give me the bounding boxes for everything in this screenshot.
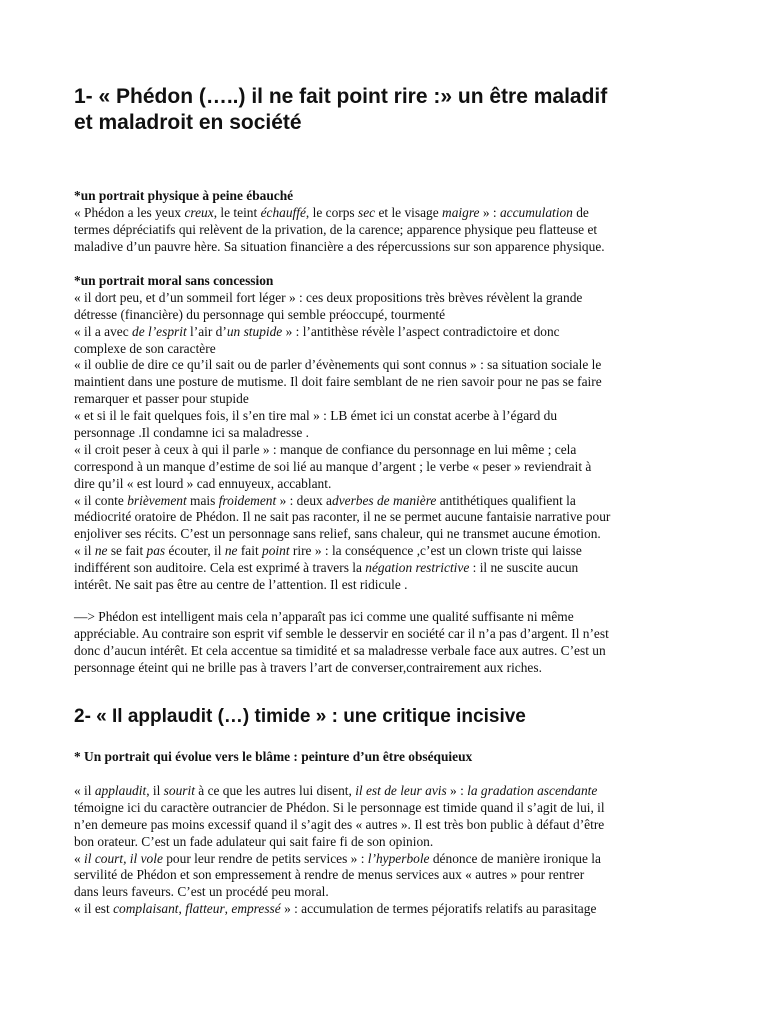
paragraph-line: n’en demeure pas moins excessif quand il s’agit des « autres ». Il est très bon public à défaut d’être [74, 816, 605, 832]
paragraph-line: témoigne ici du caractère outrancier de Phédon. Si le personnage est timide quand il s’agit de lui, il [74, 799, 605, 815]
section2-heading: * Un portrait qui évolue vers le blâme : peinture d’un être obséquieux [74, 749, 473, 764]
paragraph-line: intérêt. Ne sait pas être au centre de l’attention. Il est ridicule . [74, 577, 408, 593]
section2-heading-block [74, 749, 700, 766]
moral-heading: *un portrait moral sans concession [74, 273, 274, 288]
paragraph-line: « et si il le fait quelques fois, il s’en tire mal » : LB émet ici un constat acerbe à l’égard du [74, 408, 558, 424]
paragraph-line: « il croit peser à ceux à qui il parle » : manque de confiance du personnage en lui même ; cela [74, 441, 577, 457]
paragraph-line: personnage .Il condamne ici sa maladresse . [74, 425, 309, 441]
paragraph-line: enjoliver ses récits. C’est un personnage sans relief, sans chaleur, qui ne transmet aucune émotion. [74, 526, 601, 542]
paragraph-line: servilité de Phédon et son empressement à rendre de menus services aux « autres » pour rentrer [74, 867, 585, 883]
conclusion-block [74, 609, 700, 677]
paragraph-line: « il dort peu, et d’un sommeil fort léger » : ces deux propositions très brèves révèlent la grande [74, 289, 583, 305]
paragraph-line: « il est complaisant, flatteur, empressé » : accumulation de termes péjoratifs relatifs au parasitage [74, 901, 597, 917]
paragraph-line: « il applaudit, il sourit à ce que les autres lui disent, il est de leur avis » : la gradation ascendante [74, 783, 598, 798]
paragraph-line: « il oublie de dire ce qu’il sait ou de parler d’évènements qui sont connus » : sa situation sociale le [74, 357, 602, 373]
paragraph-line: correspond à un manque d’estime de soi lié au manque d’argent ; le verbe « peser » reviendrait à [74, 458, 592, 474]
paragraph-line: « il a avec de l’esprit l’air d’un stupide » : l’antithèse révèle l’aspect contradictoire et donc [74, 323, 560, 339]
physique-heading: *un portrait physique à peine ébauché [74, 188, 294, 203]
paragraph-line: personnage éteint qui ne brille pas à travers l’art de converser,contrairement aux riches. [74, 659, 542, 675]
paragraph-line: maintient dans une posture de mutisme. Il doit faire semblant de ne rien savoir pour ne pas se faire [74, 374, 602, 390]
paragraph-line: dire qu’il « est lourd » cad ennuyeux, accablant. [74, 475, 332, 491]
paragraph-line: termes dépréciatifs qui relèvent de la privation, de la carence; apparence physique peu flatteuse et [74, 221, 598, 237]
paragraph-line: « il court, il vole pour leur rendre de petits services » : l’hyperbole dénonce de manière ironique la [74, 850, 601, 866]
paragraph-line: appréciable. Au contraire son esprit vif semble le desservir en société car il n’a pas d’argent. Il n’est [74, 625, 609, 641]
paragraph-line: bon orateur. C’est un fade adulateur qui sait faire fi de son opinion. [74, 833, 434, 849]
paragraph-line: —> Phédon est intelligent mais cela n’apparaît pas ici comme une qualité suffisante ni même [74, 609, 574, 624]
paragraph-line: médiocrité oratoire de Phédon. Il ne sait pas raconter, il ne se permet aucune fantaisie narrative pour [74, 509, 611, 525]
paragraph-line: dans leurs faveurs. C’est un procédé peu moral. [74, 884, 329, 900]
paragraph-line: « il ne se fait pas écouter, il ne fait point rire » : la conséquence ,c’est un clown triste qui laisse [74, 543, 582, 559]
paragraph-line: indifférent son auditoire. Cela est exprimé à travers la négation restrictive : il ne suscite aucun [74, 560, 579, 576]
paragraph-line: complexe de son caractère [74, 340, 216, 356]
section1-title-line2: et maladroit en société [74, 111, 302, 134]
paragraph-line: « il conte brièvement mais froidement » : deux adverbes de manière antithétiques qualifient la [74, 492, 576, 508]
paragraph-line: maladive d’un pauvre hère. Sa situation financière a des répercussions sur son apparence physique. [74, 238, 605, 254]
paragraph-line: détresse (financière) du personnage qui semble préoccupé, tourmenté [74, 306, 446, 322]
paragraph-line: « Phédon a les yeux creux, le teint échauffé, le corps sec et le visage maigre » : accumulation de [74, 204, 589, 220]
paragraph-line: remarquer et passer pour stupide [74, 391, 249, 407]
physique-block [74, 188, 700, 256]
section1-title [74, 84, 714, 136]
section1-title-line1: 1- « Phédon (…..) il ne fait point rire :» un être maladif [74, 85, 608, 108]
section2-block [74, 783, 700, 918]
moral-block [74, 273, 700, 594]
section2-title: 2- « Il applaudit (…) timide » : une critique incisive [74, 706, 526, 727]
paragraph-line: donc d’aucun intérêt. Et cela accentue sa timidité et sa maladresse verbale face aux autres. C’est un [74, 642, 606, 658]
